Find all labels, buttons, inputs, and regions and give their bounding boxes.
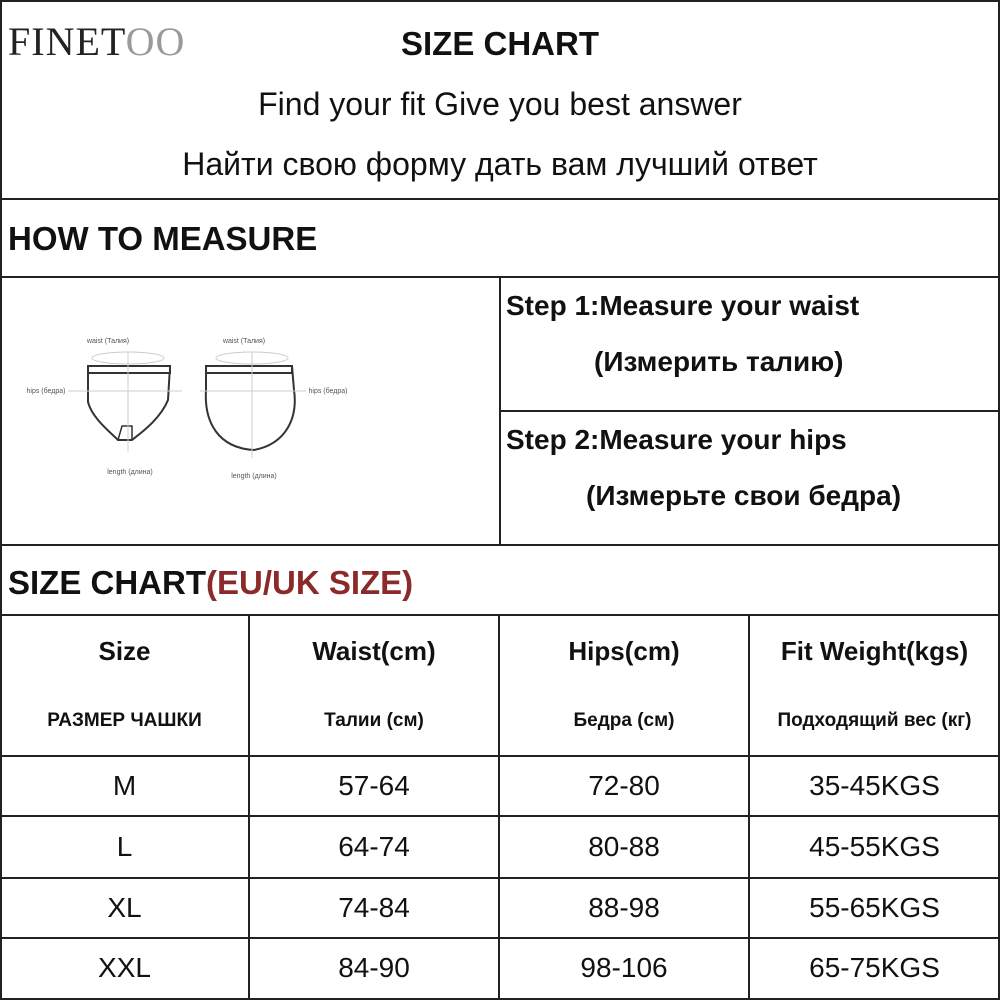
table-cell: XL (107, 892, 142, 923)
table-column-divider (248, 614, 250, 1000)
svg-text:hips (бедра): hips (бедра) (308, 388, 348, 395)
brief-back-illustration (200, 338, 348, 480)
divider (0, 544, 1000, 546)
divider (0, 198, 1000, 200)
svg-text:waist (Талия): waist (Талия) (222, 338, 266, 345)
how-to-measure-heading: HOW TO MEASURE (8, 220, 318, 257)
table-cell: 80-88 (588, 831, 660, 862)
table-header-cell: РАЗМЕР ЧАШКИ (47, 710, 202, 731)
table-cell: 88-98 (588, 892, 660, 923)
measurement-diagram (10, 290, 490, 540)
step1-english: Step 1:Measure your waist (506, 290, 860, 321)
table-row-divider (0, 937, 1000, 939)
table-cell: 55-65KGS (809, 892, 940, 923)
table-header-cell: Подходящий вес (кг) (777, 710, 972, 731)
table-header-cell: Waist(cm) (312, 635, 436, 666)
size-chart-heading: SIZE CHART(EU/UK SIZE) (8, 564, 414, 601)
brand-logo: FINETOO (8, 19, 186, 64)
subtitle-russian: Найти свою форму дать вам лучший ответ (182, 145, 818, 182)
table-cell: 65-75KGS (809, 952, 940, 983)
svg-text:length (длина): length (длина) (107, 469, 153, 476)
table-column-divider (748, 614, 750, 1000)
step2-english: Step 2:Measure your hips (506, 424, 847, 455)
table-cell: 72-80 (588, 770, 660, 801)
page-title: SIZE CHART (401, 25, 599, 62)
table-cell: M (112, 770, 137, 801)
table-cell: XXL (98, 952, 151, 983)
svg-text:waist (Талия): waist (Талия) (86, 338, 130, 345)
table-cell: 45-55KGS (809, 831, 940, 862)
table-cell: 74-84 (338, 892, 410, 923)
brief-front-illustration (27, 338, 183, 476)
size-system-label: (EU/UK SIZE) (206, 564, 414, 601)
table-header-cell: Hips(cm) (568, 635, 680, 666)
svg-text:hips (бедра): hips (бедра) (26, 388, 66, 395)
table-row-divider (0, 877, 1000, 879)
table-cell: 57-64 (338, 770, 410, 801)
divider (500, 410, 1000, 412)
table-cell: 35-45KGS (809, 770, 940, 801)
table-row-divider (0, 755, 1000, 757)
table-cell: L (116, 831, 133, 862)
table-cell: 98-106 (580, 952, 668, 983)
table-cell: 84-90 (338, 952, 410, 983)
table-row-divider (0, 815, 1000, 817)
svg-text:length (длина): length (длина) (231, 473, 277, 480)
step2-russian: (Измерьте свои бедра) (586, 480, 902, 511)
table-header-cell: Талии (см) (324, 710, 424, 731)
subtitle-english: Find your fit Give you best answer (258, 85, 742, 122)
step1-russian: (Измерить талию) (594, 346, 844, 377)
table-header-cell: Fit Weight(kgs) (780, 635, 969, 666)
table-cell: 64-74 (338, 831, 410, 862)
table-header-cell: Бедра (см) (573, 710, 675, 731)
table-header-cell: Size (98, 635, 151, 666)
table-column-divider (498, 614, 500, 1000)
